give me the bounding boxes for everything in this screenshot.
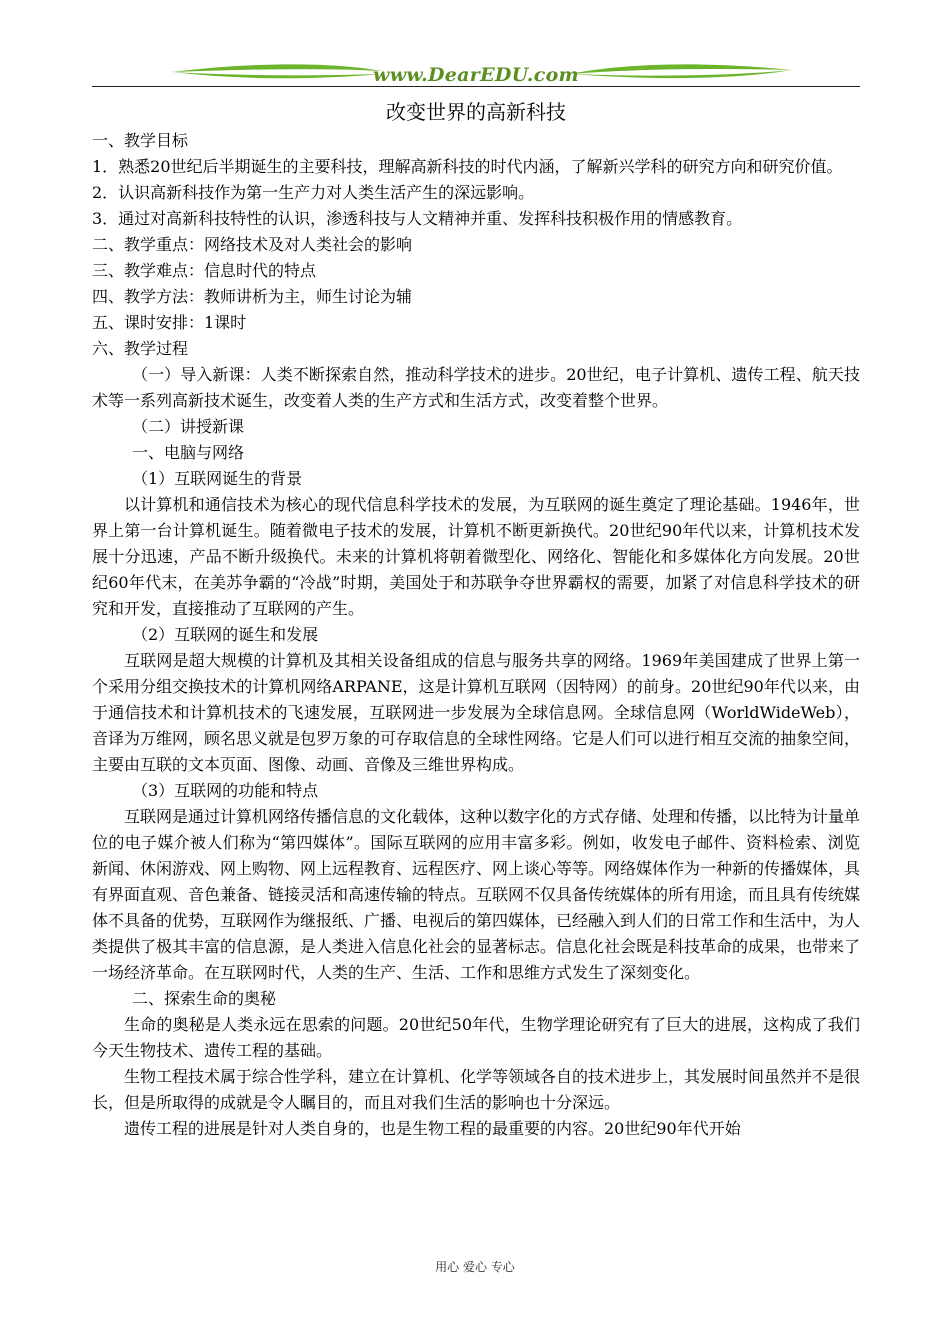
section-heading: 五、课时安排：1课时	[92, 313, 247, 332]
subsection-heading: 二、探索生命的奥秘	[132, 989, 277, 1008]
section-heading: 六、教学过程	[92, 339, 189, 358]
paragraph: 互联网是通过计算机网络传播信息的文化载体，这种以数字化的方式存储、处理和传播，以比特为计量单位的电子媒介被人们称为“第四媒体”。国际互联网的应用丰富多彩。例如，收发电子邮件、资料检索、浏览新闻、休闲游戏、网上购物、网上远程教育、远程医疗、网上谈心等等。网络媒体作为一种新的传播媒体，具有界面直观、音色兼备、链接灵活和高速传输的特点。互联网不仅具备传统媒体的所有用途，而且具有传统媒体不具备的优势，互联网作为继报纸、广播、电视后的第四媒体，已经融入到人们的日常工作和生活中，为人类提供了极其丰富的信息源，是人类进入信息化社会的显著标志。信息化社会既是科技革命的成果，也带来了一场经济革命。在互联网时代，人类的生产、生活、工作和思维方式发生了深刻变化。	[92, 807, 861, 982]
document-body	[92, 128, 860, 1142]
paragraph: 以计算机和通信技术为核心的现代信息科学技术的发展，为互联网的诞生奠定了理论基础。1946年，世界上第一台计算机诞生。随着微电子技术的发展，计算机不断更新换代。20世纪90年代以来，计算机技术发展十分迅速，产品不断升级换代。未来的计算机将朝着微型化、网络化、智能化和多媒体化方向发展。20世纪60年代末，在美苏争霸的“冷战”时期，美国处于和苏联争夺世界霸权的需要，加紧了对信息科学技术的研究和开发，直接推动了互联网的产生。	[92, 495, 860, 618]
subsection-heading: （1）互联网诞生的背景	[132, 469, 303, 488]
paragraph: 生命的奥秘是人类永远在思索的问题。20世纪50年代，生物学理论研究有了巨大的进展，这构成了我们今天生物技术、遗传工程的基础。	[92, 1015, 860, 1060]
site-logo-text: www.DearEDU.com	[373, 64, 579, 86]
paragraph: 1．熟悉20世纪后半期诞生的主要科技，理解高新科技的时代内涵，了解新兴学科的研究方向和研究价值。	[92, 157, 843, 176]
paragraph: 生物工程技术属于综合性学科，建立在计算机、化学等领域各自的技术进步上，其发展时间虽然并不是很长，但是所取得的成就是令人瞩目的，而且对我们生活的影响也十分深远。	[92, 1067, 861, 1112]
section-heading: 四、教学方法：教师讲析为主，师生讨论为辅	[92, 287, 413, 306]
subsection-heading: （二）讲授新课	[132, 417, 245, 436]
page-footer: 用心 爱心 专心	[435, 1260, 515, 1274]
paragraph: 3．通过对高新科技特性的认识，渗透科技与人文精神并重、发挥科技积极作用的情感教育。	[92, 209, 743, 228]
header-rule	[92, 86, 860, 87]
section-heading: 三、教学难点：信息时代的特点	[92, 261, 317, 280]
subsection-heading: （3）互联网的功能和特点	[132, 781, 319, 800]
subsection-heading: 一、电脑与网络	[132, 443, 245, 462]
paragraph: 2．认识高新科技作为第一生产力对人类生活产生的深远影响。	[92, 183, 535, 202]
paragraph: 遗传工程的进展是针对人类自身的，也是生物工程的最重要的内容。20世纪90年代开始	[124, 1119, 741, 1138]
section-heading: 二、教学重点：网络技术及对人类社会的影响	[92, 235, 413, 254]
paragraph: （一）导入新课：人类不断探索自然，推动科学技术的进步。20世纪，电子计算机、遗传工程、航天技术等一系列高新技术诞生，改变着人类的生产方式和生活方式，改变着整个世界。	[92, 365, 860, 410]
section-heading: 一、教学目标	[92, 131, 189, 150]
subsection-heading: （2）互联网的诞生和发展	[132, 625, 319, 644]
paragraph: 互联网是超大规模的计算机及其相关设备组成的信息与服务共享的网络。1969年美国建成了世界上第一个采用分组交换技术的计算机网络ARPANE，这是计算机互联网（因特网）的前身。20世纪90年代以来，由于通信技术和计算机技术的飞速发展，互联网进一步发展为全球信息网。全球信息网（WorldWideWeb），音译为万维网，顾名思义就是包罗万象的可存取信息的全球性网络。它是人们可以进行相互交流的抽象空间，主要由互联的文本页面、图像、动画、音像及三维世界构成。	[92, 651, 861, 774]
document-title: 改变世界的高新科技	[386, 100, 566, 124]
